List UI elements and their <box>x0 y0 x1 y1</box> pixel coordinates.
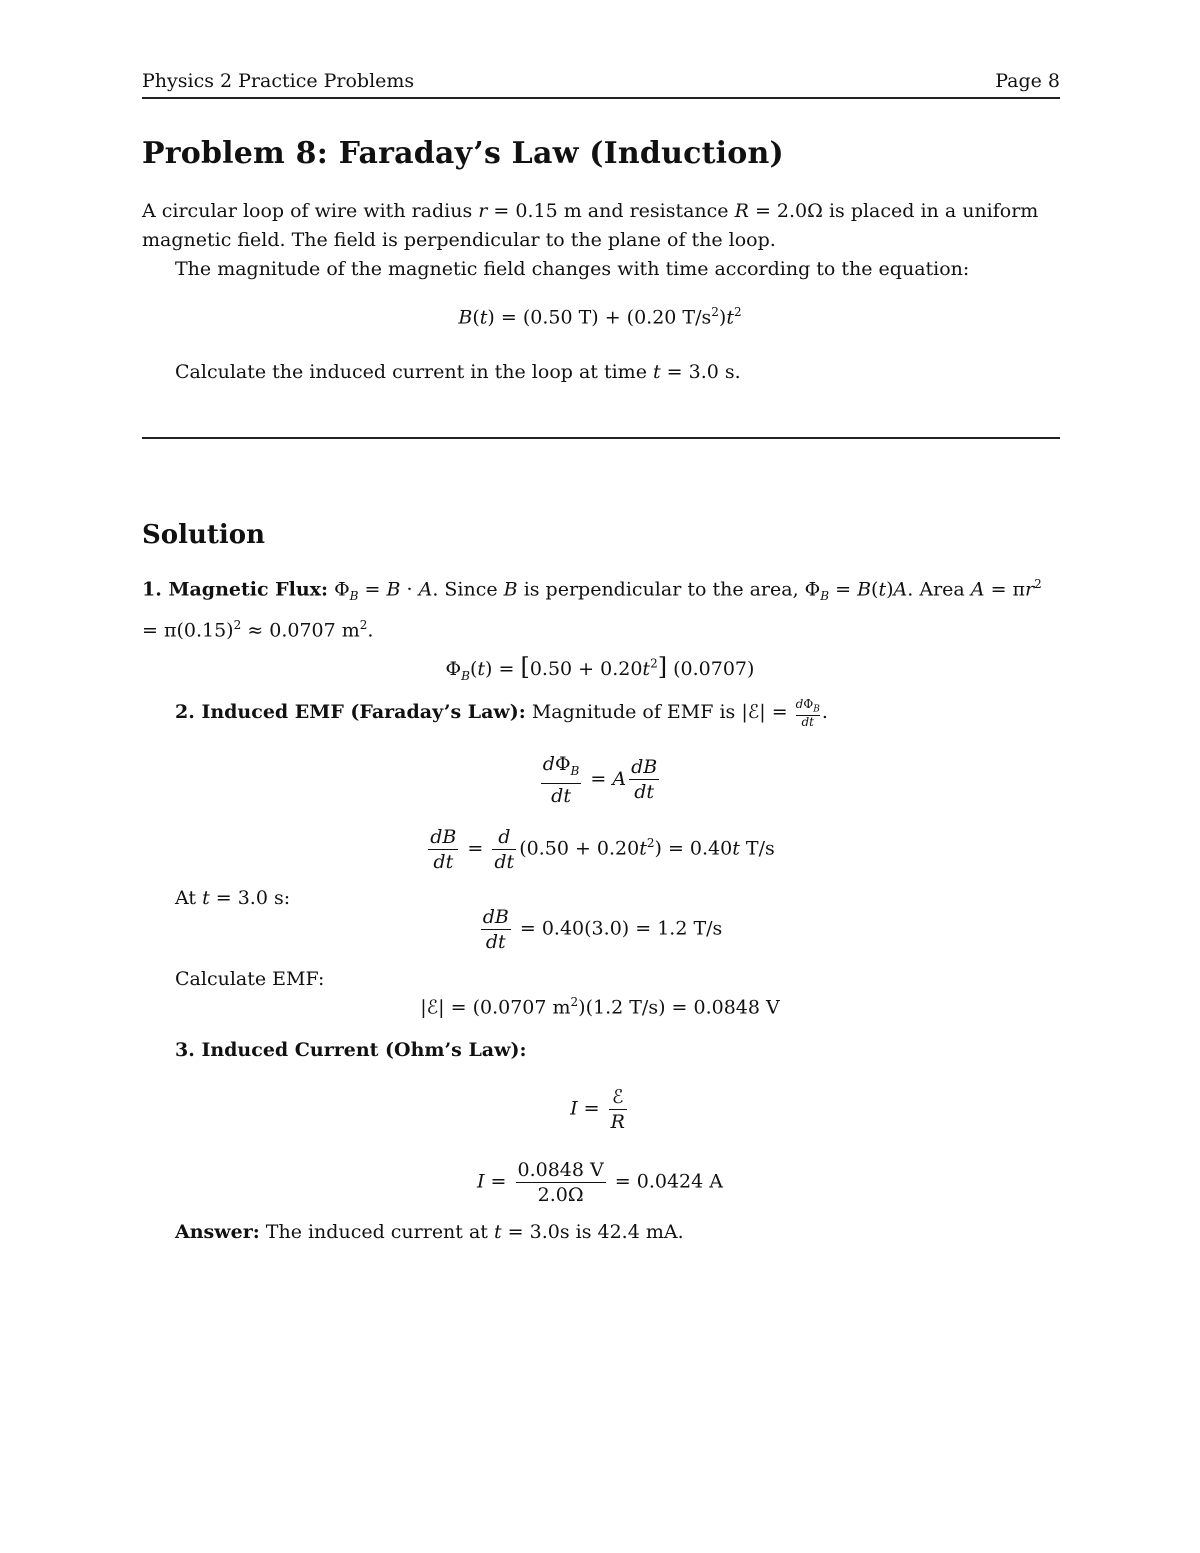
problem-statement: A circular loop of wire with radius r = 0.15 m and resistance R = 2.0Ω is placed in a uniform magnetic field. The field is perpendicular to the plane of the loop. <box>142 200 1039 251</box>
final-answer: Answer: The induced current at t = 3.0s is 42.4 mA. <box>175 1221 684 1243</box>
dphi-dt-equation: $\frac{d\Phi_B}{dt}$ = A $\frac{dB}{dt}$ <box>542 753 658 807</box>
step-2-emf: 2. Induced EMF (Faraday’s Law): Magnitude of EMF is |ℰ| = $d\Phi_B$ dt . <box>175 697 828 730</box>
current-formula: I = $\frac{\text{ℰ}}{R}$ <box>570 1086 625 1133</box>
step-3-current: 3. Induced Current (Ohm’s Law): <box>175 1039 527 1061</box>
problem-title: Problem 8: Faraday’s Law (Induction) <box>142 136 784 171</box>
page-number: Page 8 <box>995 70 1060 92</box>
header-rule <box>142 97 1060 99</box>
emf-equation: |ℰ| = (0.0707 $m^2)(1.2$ T/s) = 0.0848 V <box>420 995 780 1019</box>
running-header-title: Physics 2 Practice Problems <box>142 70 415 92</box>
field-equation: B(t) = (0.50 T) + (0.20 $T/s^2)t^2$ <box>458 305 742 329</box>
solution-heading: Solution <box>142 520 266 550</box>
problem-question: Calculate the induced current in the loop at time t = 3.0 s. <box>175 361 741 383</box>
calculate-emf-label: Calculate EMF: <box>175 968 325 990</box>
at-time-label: At t = 3.0 s: <box>175 887 291 909</box>
current-calculation: I = $\frac{0.0848 V}{2.0\Omega}$ = 0.0424 A <box>476 1159 723 1206</box>
step-1-flux: 1. Magnetic Flux: $\Phi_B = B \cdot A$. Since B is perpendicular to the area, $\Phi_B = B(t)A$. Area $A = \pi r^2 = \pi(0.15)^2 \approx 0.0707$ $m^2$. <box>142 577 1042 642</box>
db-dt-at-time-equation: $\frac{dB}{dt}$ = 0.40(3.0) = 1.2 T/s <box>482 906 723 953</box>
field-description: The magnitude of the magnetic field changes with time according to the equation: <box>175 258 970 280</box>
db-dt-equation: $\frac{dB}{dt}$ = $\frac{d}{dt}$ $(0.50 + 0.20t^2) = 0.40t$ T/s <box>430 826 775 873</box>
section-divider <box>142 437 1060 439</box>
flux-equation: $\Phi_B(t) = [0.50 + 0.20t^2]$ (0.0707) <box>445 653 755 683</box>
